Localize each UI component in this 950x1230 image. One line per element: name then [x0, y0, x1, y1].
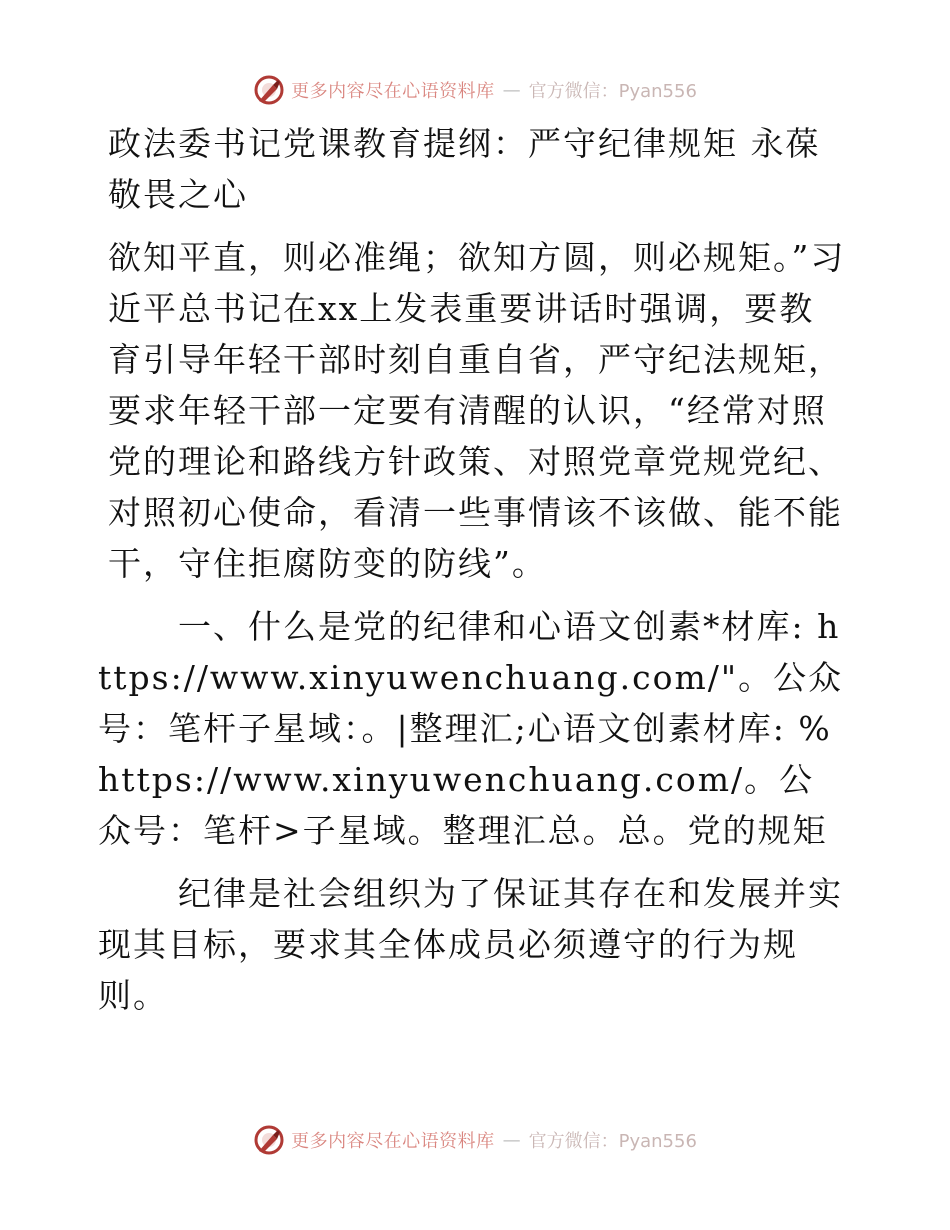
pen-nib-logo-icon — [253, 74, 285, 106]
banner-dash: — — [502, 1129, 521, 1151]
paragraph-discipline-definition: 纪律是社会组织为了保证其存在和发展并实现其目标，要求其全体成员必须遵守的行为规则。 — [98, 874, 843, 1015]
pen-nib-logo-icon — [253, 1124, 285, 1156]
paragraph-section-one: 一、什么是党的纪律和心语文创素*材库: https://www.xinyuwenchuang.com/"。公众号：笔杆子星域：。|整理汇;心语文创素材库: %https://www.xinyuwenchuang.com/。公众号：笔杆>子星域。整理汇总。总。党的规矩 — [98, 607, 844, 850]
banner-wechat-text: 官方微信：Pyan556 — [528, 81, 697, 102]
banner-dash: — — [502, 79, 521, 101]
banner-wechat-text: 官方微信：Pyan556 — [528, 1131, 697, 1152]
footer-banner — [0, 1120, 950, 1160]
document-title: 政法委书记党课教育提纲：严守纪律规矩 永葆敬畏之心 — [108, 124, 821, 214]
header-banner — [0, 70, 950, 110]
banner-site-text: 更多内容尽在心语资料库 — [291, 1131, 495, 1152]
banner-site-text: 更多内容尽在心语资料库 — [291, 81, 495, 102]
paragraph-intro: 欲知平直，则必准绳；欲知方圆，则必规矩。”习近平总书记在xx上发表重要讲话时强调，要教育引导年轻干部时刻自重自省，严守纪法规矩，要求年轻干部一定要有清醒的认识，“经常对照党的理论和路线方针政策、对照党章党规党纪、对照初心使命，看清一些事情该不该做、能不能干，守住拒腐防变的防线”。 — [108, 238, 846, 583]
document-body — [98, 118, 848, 1021]
